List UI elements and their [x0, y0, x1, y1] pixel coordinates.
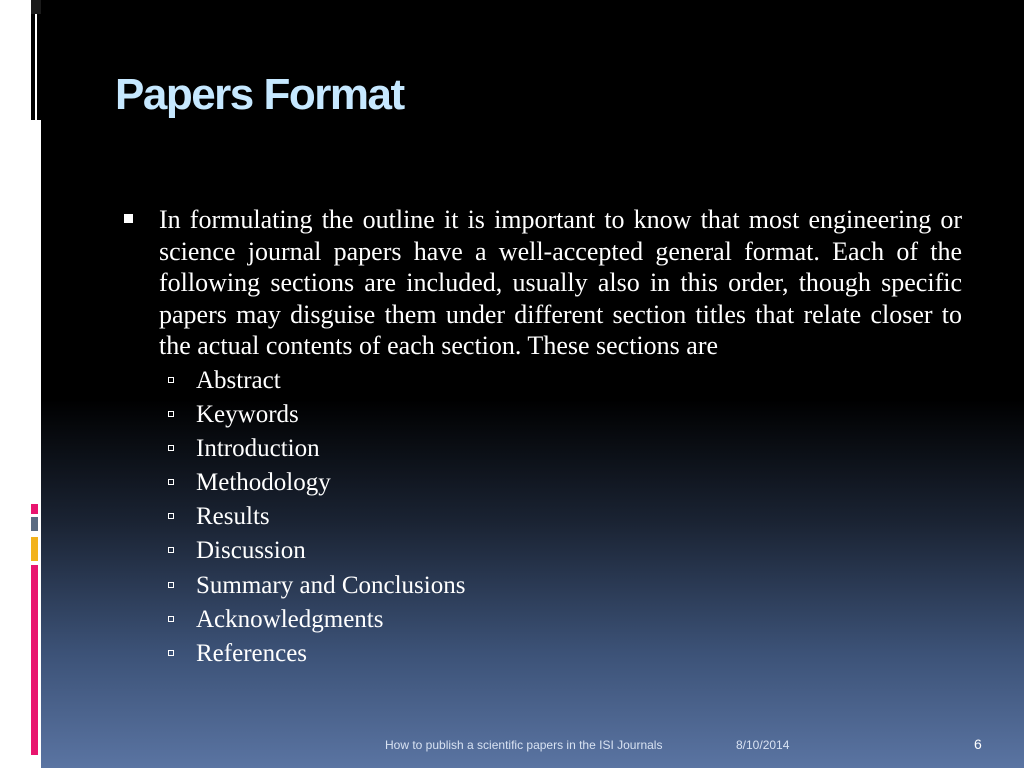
section-item: [196, 466, 962, 500]
section-item: [196, 569, 962, 603]
square-bullet-icon: [124, 214, 133, 223]
hollow-square-bullet-icon: [168, 513, 174, 519]
section-item: [196, 603, 962, 637]
paragraph-text: In formulating the outline it is important to know that most engineering or science journal papers have a well-accepted general format. Each of the following sections are included, usually also in this order, though specific papers may disguise them under different section titles that relate closer to the actual contents of each section. These sections are: [159, 205, 962, 360]
slide-content: [120, 204, 962, 671]
section-item: [196, 500, 962, 534]
section-label: Introduction: [196, 434, 320, 462]
sidebar-decoration-magenta-small: [31, 504, 38, 514]
section-label: Summary and Conclusions: [196, 571, 466, 599]
left-sidebar-strip: [0, 0, 41, 768]
hollow-square-bullet-icon: [168, 650, 174, 656]
section-item: [196, 398, 962, 432]
footer-date: 8/10/2014: [736, 738, 790, 752]
section-label: Abstract: [196, 366, 281, 394]
section-item: [196, 637, 962, 671]
slide-title: Papers Format: [115, 70, 404, 119]
hollow-square-bullet-icon: [168, 616, 174, 622]
footer-presentation-title: How to publish a scientific papers in the ISI Journals: [385, 738, 663, 752]
section-item: [196, 534, 962, 568]
section-item: [196, 364, 962, 398]
sidebar-decoration-slate: [31, 517, 38, 531]
section-label: Methodology: [196, 469, 331, 497]
hollow-square-bullet-icon: [168, 479, 174, 485]
section-item: [196, 432, 962, 466]
hollow-square-bullet-icon: [168, 582, 174, 588]
sidebar-decoration-black-bar: [31, 14, 35, 120]
hollow-square-bullet-icon: [168, 377, 174, 383]
section-label: Acknowledgments: [196, 605, 384, 633]
section-label: Keywords: [196, 400, 299, 428]
footer-page-number: 6: [974, 736, 982, 752]
bullet-paragraph: [120, 204, 962, 362]
sections-list: [120, 364, 962, 672]
section-label: Discussion: [196, 537, 306, 565]
sidebar-decoration-top-bar: [31, 0, 41, 14]
sidebar-decoration-gold: [31, 537, 38, 561]
section-label: References: [196, 640, 308, 667]
hollow-square-bullet-icon: [168, 445, 174, 451]
hollow-square-bullet-icon: [168, 411, 174, 417]
section-label: Results: [196, 503, 270, 531]
sidebar-decoration-magenta-long: [31, 565, 38, 755]
hollow-square-bullet-icon: [168, 547, 174, 553]
